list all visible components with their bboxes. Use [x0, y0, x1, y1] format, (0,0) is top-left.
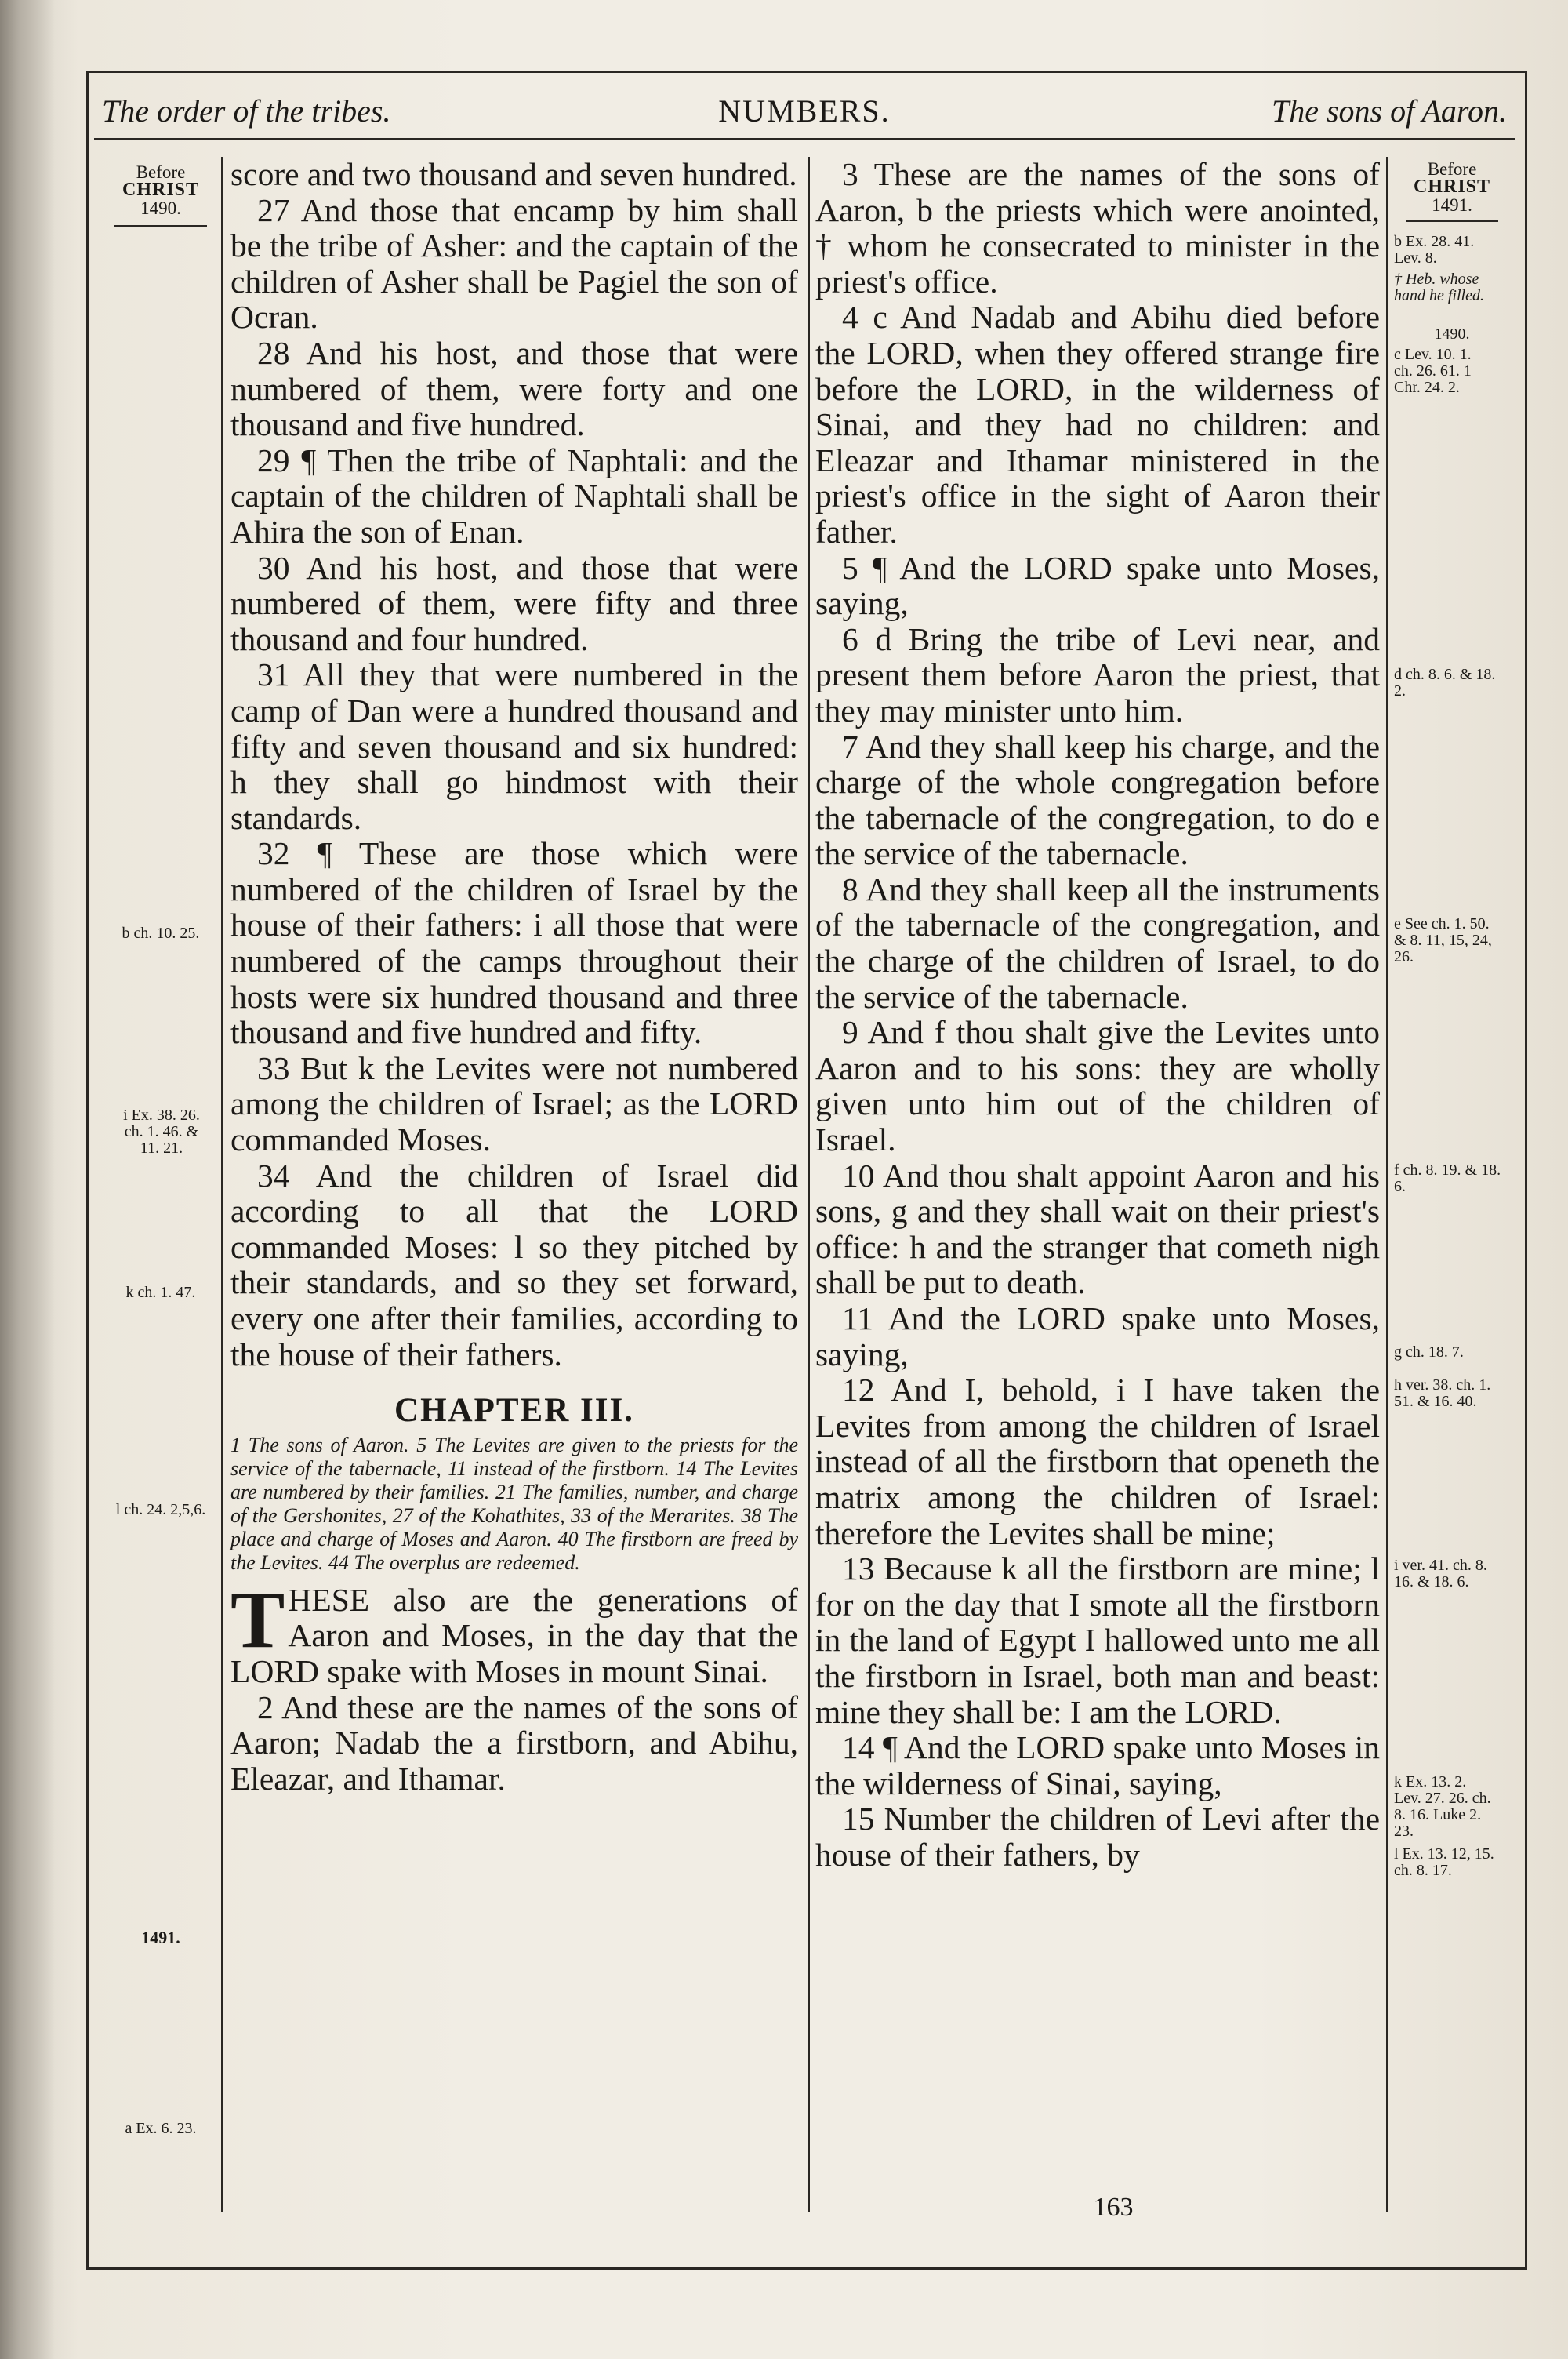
right-margin-date-header — [1394, 160, 1510, 222]
margin-note-k: k ch. 1. 47. — [125, 1284, 196, 1301]
margin-note-b: b Ex. 28. 41. Lev. 8. — [1394, 233, 1475, 267]
verse-12: 12 And I, behold, i I have taken the Levites from among the children of Israel instead of all the firstborn that openeth the matrix among the children of Israel: therefore the Levites shall be mine; — [815, 1372, 1380, 1551]
margin-year-1490: 1490. — [1434, 325, 1470, 343]
before-label: Before — [1427, 159, 1477, 179]
verse-7: 7 And they shall keep his charge, and the charge of the whole congregation before the tabernacle of the congregation, to do e the service of the tabernacle. — [815, 728, 1380, 872]
running-header — [94, 85, 1515, 140]
margin-note-d: d ch. 8. 6. & 18. 2. — [1394, 666, 1496, 700]
verse-11: 11 And the LORD spake unto Moses, saying, — [815, 1300, 1380, 1372]
verse-9: 9 And f thou shalt give the Levites unto Aaron and to his sons: they are wholly given unto him out of the children of Israel. — [815, 1014, 1380, 1158]
margin-year-1491: 1491. — [141, 1928, 180, 1947]
margin-note-e: e See ch. 1. 50. & 8. 11, 15, 24, 26. — [1394, 915, 1492, 965]
text-column-right — [815, 157, 1380, 1874]
center-column-rule — [808, 157, 810, 2212]
verse-15: 15 Number the children of Levi after the house of their fathers, by — [815, 1801, 1380, 1873]
verse-1-text: HESE also are the generations of Aaron and Moses, in the day that the LORD spake with Moses in mount Sinai. — [230, 1581, 798, 1689]
margin-note-g: g ch. 18. 7. — [1394, 1343, 1464, 1361]
verse-4: 4 c And Nadab and Abihu died before the LORD, when they offered strange fire before the LORD, in the wilderness of Sinai, and they had no children: and Eleazar and Ithamar ministered in the priest's office in the sight of Aaron their father. — [815, 299, 1380, 550]
drop-cap-letter: T — [230, 1574, 285, 1665]
verse-30: 30 And his host, and those that were numbered of them, were fifty and three thousand and four hundred. — [230, 549, 798, 657]
page-number: 163 — [1093, 2193, 1134, 2222]
verse-32: 32 ¶ These are those which were numbered of the children of Israel by the house of their fathers: i all those that were numbered of the camps throughout their hosts were six hundred thousand and three thousand and five hundred and fifty. — [230, 835, 798, 1051]
verse-5: 5 ¶ And the LORD spake unto Moses, saying, — [815, 549, 1380, 622]
margin-note-l: l ch. 24. 2,5,6. — [115, 1501, 206, 1518]
verse-8: 8 And they shall keep all the instruments of the tabernacle of the congregation, and the charge of the children of Israel, to do the service of the tabernacle. — [815, 871, 1380, 1015]
right-margin-rule — [1386, 157, 1388, 2212]
verse-34: 34 And the children of Israel did according to all that the LORD commanded Moses: l so they pitched by their standards, and so they set forward, every one after their families, according to the house of their fathers. — [230, 1157, 798, 1372]
margin-note-k: k Ex. 13. 2. Lev. 27. 26. ch. 8. 16. Luke 2. 23. — [1394, 1773, 1491, 1840]
margin-note-f: f ch. 8. 19. & 18. 6. — [1394, 1161, 1501, 1195]
before-label: Before — [136, 162, 186, 182]
text-column-left — [230, 157, 798, 1797]
year-label: 1491. — [1432, 195, 1472, 215]
verse-14: 14 ¶ And the LORD spake unto Moses in the wilderness of Sinai, saying, — [815, 1729, 1380, 1801]
margin-note-h: h ver. 38. ch. 1. 51. & 16. 40. — [1394, 1376, 1491, 1410]
left-margin-date-header — [102, 163, 220, 227]
verse-10: 10 And thou shalt appoint Aaron and his sons, g and they shall wait on their priest's office: h and the stranger that cometh nigh shall be put to death. — [815, 1157, 1380, 1301]
year-label: 1490. — [140, 198, 181, 218]
christ-label: CHRIST — [122, 180, 200, 200]
verse-28: 28 And his host, and those that were numbered of them, were forty and one thousand and five hundred. — [230, 334, 798, 443]
book-title: NUMBERS. — [718, 93, 891, 129]
christ-label: CHRIST — [1413, 176, 1491, 197]
header-left: The order of the tribes. — [102, 93, 391, 129]
header-right: The sons of Aaron. — [1271, 93, 1507, 129]
verse-31: 31 All they that were numbered in the camp of Dan were a hundred thousand and fifty and seven thousand and six hundred: h they shall go hindmost with their standards. — [230, 656, 798, 836]
verse-2: 2 And these are the names of the sons of Aaron; Nadab the a firstborn, and Abihu, Eleazar, and Ithamar. — [230, 1688, 798, 1797]
margin-note-b: b ch. 10. 25. — [122, 925, 200, 942]
gutter-shadow — [0, 0, 55, 2359]
verse-6: 6 d Bring the tribe of Levi near, and present them before Aaron the priest, that they may minister unto him. — [815, 620, 1380, 729]
date-header-rule — [114, 225, 207, 227]
margin-note-a: a Ex. 6. 23. — [125, 2120, 197, 2137]
left-margin-rule — [221, 157, 223, 2212]
verse-13: 13 Because k all the firstborn are mine; l for on the day that I smote all the firstborn in the land of Egypt I hallowed unto me all the firstborn in Israel, both man and beast: mine they shall be: I am the LORD. — [815, 1550, 1380, 1730]
verse-3: 3 These are the names of the sons of Aaron, b the priests which were anointed, † whom he consecrated to minister in the priest's office. — [815, 156, 1380, 300]
chapter-summary: 1 The sons of Aaron. 5 The Levites are given to the priests for the service of the tabernacle, 11 instead of the firstborn. 14 The Levites are numbered by their families. 21 The families, number, and charge of the Gershonites, 27 of the Kohathites, 33 of the Merarites. 38 The place and charge of Moses and Aaron. 40 The firstborn are freed by the Levites. 44 The overplus are redeemed. — [230, 1433, 798, 1574]
margin-note-i: i ver. 41. ch. 8. 16. & 18. 6. — [1394, 1557, 1487, 1590]
margin-note-i: i Ex. 38. 26. ch. 1. 46. & 11. 21. — [123, 1107, 200, 1157]
verse-1 — [230, 1574, 798, 1690]
margin-note-c: c Lev. 10. 1. ch. 26. 61. 1 Chr. 24. 2. — [1394, 346, 1472, 396]
margin-note-l: l Ex. 13. 12, 15. ch. 8. 17. — [1394, 1845, 1494, 1879]
date-header-rule — [1406, 220, 1498, 222]
margin-note-dagger: † Heb. whose hand he filled. — [1394, 271, 1484, 304]
chapter-heading: CHAPTER III. — [394, 1392, 634, 1430]
verse-continuation: score and two thousand and seven hundred. — [230, 156, 797, 192]
verse-29: 29 ¶ Then the tribe of Naphtali: and the captain of the children of Naphtali shall be Ahira the son of Enan. — [230, 442, 798, 550]
verse-27: 27 And those that encamp by him shall be the tribe of Asher: and the captain of the children of Asher shall be Pagiel the son of Ocran. — [230, 191, 798, 336]
verse-33: 33 But k the Levites were not numbered among the children of Israel; as the LORD commanded Moses. — [230, 1049, 798, 1158]
